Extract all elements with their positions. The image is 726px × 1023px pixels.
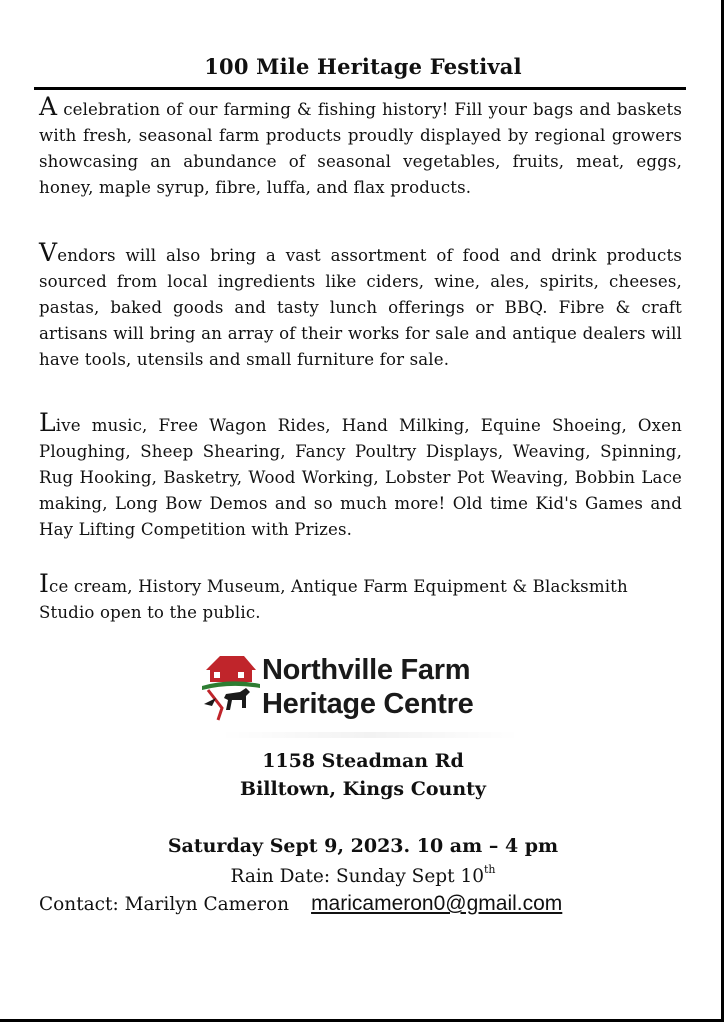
drop-initial: L: [39, 408, 56, 437]
logo-line-2: Heritage Centre: [262, 688, 474, 720]
paragraph-activities: [39, 408, 682, 543]
page-title: 100 Mile Heritage Festival: [204, 54, 522, 79]
paragraph-vendors: [39, 238, 682, 373]
barn-horse-logo-icon: [200, 648, 262, 728]
drop-initial: I: [39, 569, 50, 598]
rain-date-suffix: th: [483, 863, 496, 876]
logo-line-1: Northville Farm: [262, 654, 471, 686]
drop-initial: A: [39, 92, 58, 121]
paragraph-text: endors will also bring a vast assortment of food and drink products sourced from local ingredients like ciders, wine, ales, spirits, cheeses, pastas, baked goods and tasty lunch offerings or BBQ. Fibre & craft artisans will bring an array of their works for sale and antique dealers will have tools, utensils and small furniture for sale.: [39, 246, 682, 369]
address-town: Billtown, Kings County: [240, 778, 486, 800]
paragraph-farm-products: [39, 92, 682, 201]
rain-date-text: Rain Date: Sunday Sept 10: [230, 866, 484, 887]
paragraph-text: celebration of our farming & fishing history! Fill your bags and baskets with fresh, seasonal farm products proudly displayed by regional growers showcasing an abundance of seasonal vegetables, fruits, meat, eggs, honey, maple syrup, fibre, luffa, and flax products.: [39, 100, 682, 197]
contact-email-link[interactable]: maricameron0@gmail.com: [311, 892, 563, 915]
logo-shadow: [220, 732, 520, 738]
paragraph-text: ive music, Free Wagon Rides, Hand Milking, Equine Shoeing, Oxen Ploughing, Sheep Shearing, Fancy Poultry Displays, Weaving, Spinning, Rug Hooking, Basketry, Wood Working, Lobster Pot Weaving, Bobbin Lace making, Long Bow Demos and so much more! Old time Kid's Games and Hay Lifting Competition with Prizes.: [39, 416, 682, 539]
contact-label: Contact: Marilyn Cameron: [39, 894, 290, 915]
event-date: Saturday Sept 9, 2023. 10 am – 4 pm: [167, 835, 559, 857]
paragraph-text: ce cream, History Museum, Antique Farm Equipment & Blacksmith Studio open to the public.: [39, 577, 628, 622]
drop-initial: V: [39, 238, 58, 267]
northville-logo: [200, 648, 520, 740]
title-divider: [34, 87, 686, 90]
contact-line: [39, 892, 562, 916]
paragraph-museum: [39, 569, 682, 626]
rain-date: [0, 863, 726, 887]
address-street: 1158 Steadman Rd: [262, 750, 464, 772]
